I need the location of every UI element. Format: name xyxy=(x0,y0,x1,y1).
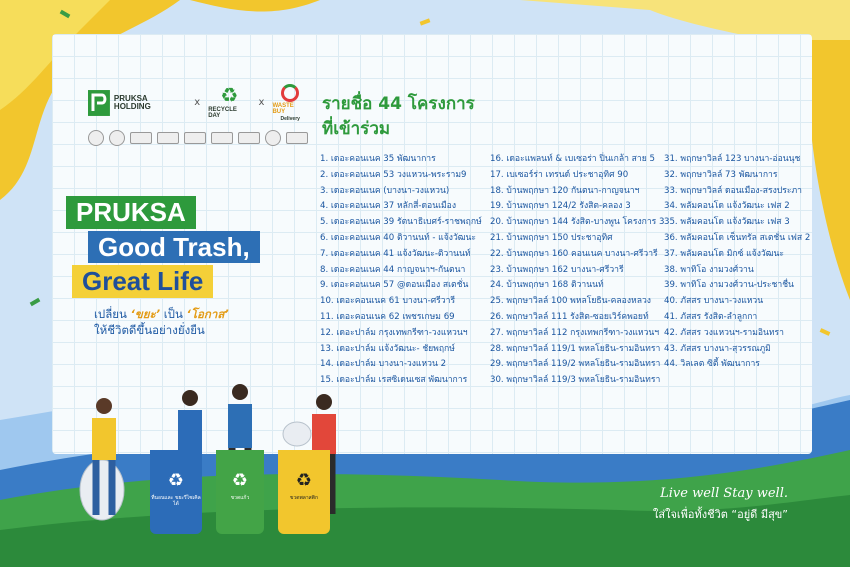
project-list-item: 24. บ้านพฤกษา 168 ติวานนท์ xyxy=(490,280,604,291)
project-list-item: 25. พฤกษาวิลล์ 100 พหลโยธิน-คลองหลวง xyxy=(490,296,651,307)
project-list-item: 36. พลัมคอนโด เซ็นทรัล สเตชั่น เฟส 2 xyxy=(664,232,811,243)
project-list-item: 43. ภัสสร บางนา-สุวรรณภูมิ xyxy=(664,343,771,354)
headline-line-1: PRUKSA xyxy=(66,196,196,229)
tagline-highlight: ‘ขยะ’ xyxy=(130,306,161,321)
project-list-item: 9. เดอะคอนเนค 57 @ดอนเมือง สเตชั่น xyxy=(320,280,469,291)
recycle-icon: ♻ xyxy=(231,470,249,491)
pruksa-logo-text: PRUKSA HOLDING xyxy=(113,93,151,111)
project-list-item: 17. เบเซอร์ร่า เทรนด์ ประชาอุทิศ 90 xyxy=(490,169,629,180)
sponsor-logo-icon xyxy=(211,132,233,144)
pruksa-logo xyxy=(88,90,186,116)
sponsor-logo-icon xyxy=(238,132,260,144)
waste-bin xyxy=(278,450,330,534)
recycle-icon: ♻ xyxy=(220,85,239,108)
project-list-column-1 xyxy=(320,152,482,389)
project-list-item: 4. เดอะคอนเนค 37 หลักสี่-ดอนเมือง xyxy=(320,201,457,212)
waste-bin xyxy=(150,450,202,534)
logo-separator: x xyxy=(258,97,265,109)
project-list-item: 16. เดอะแพลนท์ & เบเซอร่า ปิ่นเกล้า สาย 5 xyxy=(490,154,655,164)
project-list-item: 14. เดอะปาล์ม บางนา-วงแหวน 2 xyxy=(320,359,447,370)
recycle-day-text: RECYCLE DAY xyxy=(208,107,237,120)
recycle-icon: ♻ xyxy=(295,470,313,491)
project-list-item: 20. บ้านพฤกษา 144 รังสิต-บางพูน โครงการ 3 xyxy=(490,217,665,228)
project-list-item: 35. พลัมคอนโด แจ้งวัฒนะ เฟส 3 xyxy=(664,217,790,228)
project-list-item: 13. เดอะปาล์ม แจ้งวัฒนะ- ชัยพฤกษ์ xyxy=(320,343,455,354)
sponsor-logo-icon xyxy=(130,132,152,144)
project-list-item: 40. ภัสสร บางนา-วงแหวน xyxy=(664,296,764,307)
wastebuy-mark-icon xyxy=(281,84,299,102)
tagline-line-1 xyxy=(94,306,298,323)
project-list-item: 12. เดอะปาล์ม กรุงเทพกรีฑา-วงแหวนฯ xyxy=(320,327,468,338)
project-list-item: 28. พฤกษาวิลล์ 119/1 พหลโยธิน-รามอินทรา xyxy=(490,343,661,354)
project-list-item: 1. เดอะคอนเนค 35 พัฒนาการ xyxy=(320,154,436,164)
project-list-title-2: ที่เข้าร่วม xyxy=(322,118,391,139)
project-list-column-3 xyxy=(664,152,810,373)
project-list-item: 15. เดอะปาล์ม เรสซิเดนเซส พัฒนาการ xyxy=(320,375,468,386)
project-list-item: 23. บ้านพฤกษา 162 บางนา-ศรีวารี xyxy=(490,264,624,275)
project-list-item: 3. เดอะคอนเนค (บางนา-วงแหวน) xyxy=(320,185,450,196)
sponsor-seal-icon xyxy=(265,130,281,146)
partner-logos xyxy=(88,84,308,154)
project-list-item: 32. พฤกษาวิลล์ 73 พัฒนาการ xyxy=(664,169,778,180)
project-list-item: 31. พฤกษาวิลล์ 123 บางนา-อ่อนนุช xyxy=(664,154,801,164)
wastebuy-sub-text: Delivery xyxy=(280,115,300,122)
project-list-item: 21. บ้านพฤกษา 150 ประชาอุทิศ xyxy=(490,232,613,243)
sponsor-logo-icon xyxy=(286,132,308,144)
pruksa-mark-icon xyxy=(88,90,110,116)
footer-slogan xyxy=(653,486,788,523)
tagline xyxy=(94,306,298,339)
project-list-title xyxy=(322,92,475,141)
project-list-item: 22. บ้านพฤกษา 160 คอนเนค บางนา-ศรีวารี xyxy=(490,248,658,259)
project-list-item: 33. พฤกษาวิลล์ ดอนเมือง-สรงประภา xyxy=(664,185,802,196)
headline-line-3: Great Life xyxy=(72,265,213,298)
recycle-day-logo xyxy=(208,86,250,120)
project-list-item: 39. พาทิโอ งามวงศ์วาน-ประชาชื่น xyxy=(664,280,794,291)
project-list-item: 18. บ้านพฤกษา 120 กันตนา-กาญจนาฯ xyxy=(490,185,640,196)
waste-bins xyxy=(150,450,330,534)
slogan-english: Live well Stay well. xyxy=(660,486,788,501)
project-list-item: 41. ภัสสร รังสิต-ลำลูกกา xyxy=(664,311,758,322)
project-list-item: 37. พลัมคอนโด มิกซ์ แจ้งวัฒนะ xyxy=(664,248,784,259)
project-list-item: 5. เดอะคอนเนค 39 รัตนาธิเบศร์-ราชพฤกษ์ xyxy=(320,217,482,228)
waste-bin-label: ที่นอนและ ขยะรีไซเคิลได้ xyxy=(151,495,201,507)
project-list-item: 29. พฤกษาวิลล์ 119/2 พหลโยธิน-รามอินทรา xyxy=(490,359,661,370)
project-list-item: 2. เดอะคอนเนค 53 วงแหวน-พระราม9 xyxy=(320,169,467,180)
sponsor-logo-icon xyxy=(157,132,179,144)
project-list-item: 38. พาทิโอ งามวงศ์วาน xyxy=(664,264,754,275)
sponsor-logo-icon xyxy=(184,132,206,144)
project-list-item: 26. พฤกษาวิลล์ 111 รังสิต-ซอยเวิร์คพอยท์ xyxy=(490,311,649,322)
project-list-item: 11. เดอะคอนเนค 62 เพชรเกษม 69 xyxy=(320,311,455,322)
wastebuy-text: WASTE BUY xyxy=(272,103,294,116)
project-list-item: 30. พฤกษาวิลล์ 119/3 พหลโยธิน-รามอินทรา xyxy=(490,375,661,386)
sponsor-seal-icon xyxy=(88,130,104,146)
headline-line-2: Good Trash, xyxy=(88,231,260,264)
project-list-title-1: รายชื่อ 44 โครงการ xyxy=(322,94,475,114)
waste-bin-label: ขวดพลาสติก xyxy=(290,495,318,501)
waste-bin-label: ขวดแก้ว xyxy=(230,495,250,501)
project-list-item: 19. บ้านพฤกษา 124/2 รังสิต-คลอง 3 xyxy=(490,201,631,212)
logo-separator: x xyxy=(194,97,201,109)
tagline-line-2: ให้ชีวิตดีขึ้นอย่างยั่งยืน xyxy=(94,323,205,338)
project-list-item: 44. วิลเลต ซิตี้ พัฒนาการ xyxy=(664,359,760,370)
project-list-item: 8. เดอะคอนเนค 44 กาญจนาฯ-กันตนา xyxy=(320,264,466,275)
recycle-icon: ♻ xyxy=(167,470,185,491)
tagline-text: เป็น xyxy=(160,306,187,321)
sponsor-logos xyxy=(88,130,308,146)
wastebuy-logo xyxy=(272,84,308,122)
project-list-item: 27. พฤกษาวิลล์ 112 กรุงเทพกรีฑา-วงแหวนฯ xyxy=(490,327,660,338)
waste-bin xyxy=(216,450,264,534)
project-list-item: 34. พลัมคอนโด แจ้งวัฒนะ เฟส 2 xyxy=(664,201,790,212)
project-list-column-2 xyxy=(490,152,665,389)
tagline-highlight: ‘โอกาส’ xyxy=(186,306,229,321)
project-list-item: 42. ภัสสร วงแหวนฯ-รามอินทรา xyxy=(664,327,785,338)
project-list-item: 6. เดอะคอนเนค 40 ติวานนท์ - แจ้งวัฒนะ xyxy=(320,232,477,243)
sponsor-seal-icon xyxy=(109,130,125,146)
headline xyxy=(58,196,298,339)
slogan-thai: ใส่ใจเพื่อทั้งชีวิต “อยู่ดี มีสุข” xyxy=(653,508,788,521)
project-list-item: 10. เดอะคอนเนค 61 บางนา-ศรีวารี xyxy=(320,296,456,307)
project-list-item: 7. เดอะคอนเนค 41 แจ้งวัฒนะ-ติวานนท์ xyxy=(320,248,471,259)
tagline-text: เปลี่ยน xyxy=(94,306,131,321)
